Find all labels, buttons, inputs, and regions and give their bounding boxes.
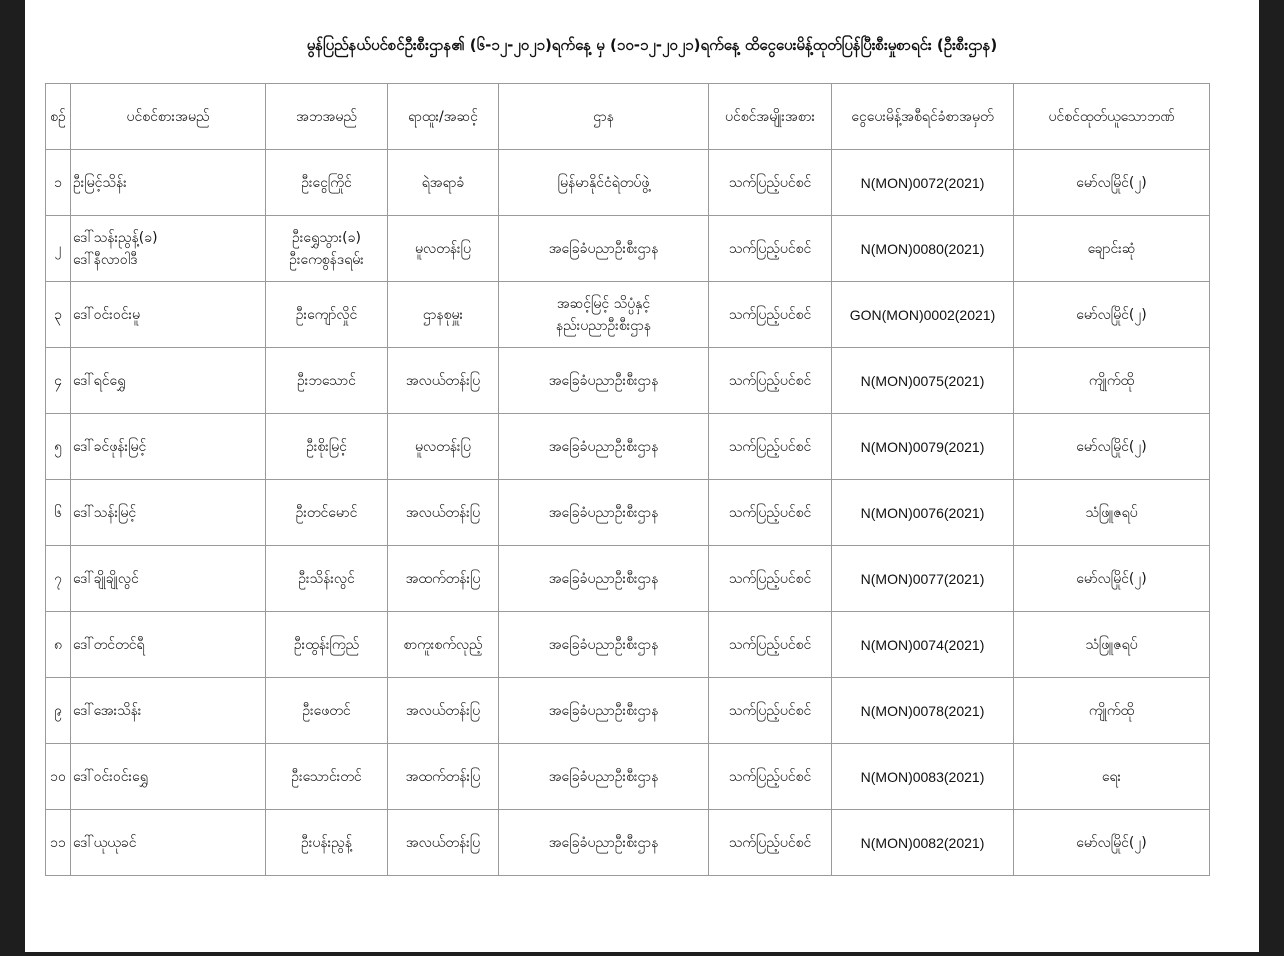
cell-department-line: နည်းပညာဦးစီးဌာန	[555, 317, 652, 334]
table-row	[46, 546, 1210, 612]
cell-name-line: ဒေါ်ယုယုခင်	[73, 834, 137, 851]
cell-name-line: ဒေါ်ရင်ရွှေ	[73, 372, 126, 389]
cell-name	[71, 282, 266, 348]
cell-father	[266, 480, 388, 546]
cell-father	[266, 282, 388, 348]
cell-name-line: ဒေါ်တင်တင်ရီ	[73, 636, 145, 653]
cell-father-line: ဦးဖေတင်	[302, 702, 351, 719]
cell-rank: အလယ်တန်းပြ	[388, 810, 499, 876]
cell-rank: အလယ်တန်းပြ	[388, 480, 499, 546]
cell-township: ရေး	[1014, 744, 1210, 810]
cell-department	[499, 150, 709, 216]
pension-table	[45, 83, 1210, 876]
cell-name	[71, 612, 266, 678]
document-page	[25, 0, 1259, 952]
cell-no: ၃	[46, 282, 71, 348]
cell-pension-type: သက်ပြည့်ပင်စင်	[709, 282, 832, 348]
cell-rank: မူလတန်းပြ	[388, 414, 499, 480]
cell-father	[266, 150, 388, 216]
cell-rank: မူလတန်းပြ	[388, 216, 499, 282]
cell-department-line: အဆင့်မြင့် သိပ္ပံနှင့်	[556, 295, 651, 312]
cell-name-line: ဒေါ်နီလာဝါဒီ	[73, 251, 138, 268]
cell-no: ၉	[46, 678, 71, 744]
cell-father	[266, 414, 388, 480]
cell-department	[499, 744, 709, 810]
cell-father-line: ဦးစိုးမြင့်	[306, 438, 347, 455]
header-row	[46, 84, 1210, 150]
cell-rank: ဌာနစုမှူး	[388, 282, 499, 348]
cell-township: သံဖြူဇရပ်	[1014, 612, 1210, 678]
cell-father	[266, 216, 388, 282]
cell-name-line: ဒေါ်ချိုချိုလွင်	[73, 570, 139, 587]
cell-pension-type: သက်ပြည့်ပင်စင်	[709, 216, 832, 282]
cell-father-line: ဦးရွှေသွား(ခ)	[292, 229, 361, 246]
cell-township: မော်လမြိုင်(၂)	[1014, 414, 1210, 480]
cell-pension-type: သက်ပြည့်ပင်စင်	[709, 810, 832, 876]
cell-township: မော်လမြိုင်(၂)	[1014, 546, 1210, 612]
cell-order-no: N(MON)0077(2021)	[832, 546, 1014, 612]
table-row	[46, 810, 1210, 876]
cell-name	[71, 348, 266, 414]
cell-name	[71, 744, 266, 810]
cell-father-line: ဦးကေစွန်ဒရမ်း	[289, 251, 364, 268]
cell-no: ၄	[46, 348, 71, 414]
cell-township: ချောင်းဆုံ	[1014, 216, 1210, 282]
cell-name-line: ဒေါ်ခင်ဖုန်းမြင့်	[73, 438, 147, 455]
cell-pension-type: သက်ပြည့်ပင်စင်	[709, 546, 832, 612]
cell-department	[499, 216, 709, 282]
cell-order-no: N(MON)0072(2021)	[832, 150, 1014, 216]
cell-department-line: အခြေခံပညာဦးစီးဌာန	[548, 702, 659, 719]
cell-rank: အလယ်တန်းပြ	[388, 678, 499, 744]
table-row	[46, 282, 1210, 348]
cell-department	[499, 348, 709, 414]
cell-no: ၈	[46, 612, 71, 678]
cell-no: ၆	[46, 480, 71, 546]
cell-father-line: ဦးသိန်းလွင်	[298, 570, 355, 587]
cell-name	[71, 678, 266, 744]
cell-name-line: ဒေါ်ဝင်းဝင်းရွှေ	[73, 768, 148, 785]
cell-order-no: N(MON)0078(2021)	[832, 678, 1014, 744]
cell-department	[499, 282, 709, 348]
cell-no: ၂	[46, 216, 71, 282]
cell-order-no: N(MON)0076(2021)	[832, 480, 1014, 546]
table-body	[46, 150, 1210, 876]
cell-rank: အလယ်တန်းပြ	[388, 348, 499, 414]
cell-name-line: ဒေါ်သန်းမြင့်	[73, 504, 137, 521]
cell-name-line: ဒေါ်ဝင်းဝင်းမူ	[73, 306, 141, 323]
cell-no: ၁၀	[46, 744, 71, 810]
cell-township: ကျိုက်ထို	[1014, 348, 1210, 414]
cell-department-line: အခြေခံပညာဦးစီးဌာန	[548, 240, 659, 257]
document-title: မွန်ပြည်နယ်ပင်စင်ဦးစီးဌာန၏ (၆-၁၂-၂၀၂၁)ရက်နေ့ မှ (၁၀-၁၂-၂၀၂၁)ရက်နေ့ ထိငွေပေးမိန့်ထုတ်ပြန်ပြီးစီးမှုစာရင်း (ဦးစီးဌာန)	[306, 36, 998, 54]
header-department: ဌာန	[499, 84, 709, 150]
cell-township: မော်လမြိုင်(၂)	[1014, 810, 1210, 876]
table-row	[46, 612, 1210, 678]
cell-father-line: ဦးဘသောင်	[297, 372, 356, 389]
cell-department-line: အခြေခံပညာဦးစီးဌာန	[548, 834, 659, 851]
cell-name	[71, 480, 266, 546]
cell-pension-type: သက်ပြည့်ပင်စင်	[709, 678, 832, 744]
header-rank: ရာထူး/အဆင့်	[388, 84, 499, 150]
cell-order-no: N(MON)0079(2021)	[832, 414, 1014, 480]
cell-department-line: အခြေခံပညာဦးစီးဌာန	[548, 636, 659, 653]
cell-department	[499, 810, 709, 876]
cell-department-line: အခြေခံပညာဦးစီးဌာန	[548, 372, 659, 389]
cell-rank: အထက်တန်းပြ	[388, 744, 499, 810]
cell-name	[71, 810, 266, 876]
cell-department-line: အခြေခံပညာဦးစီးဌာန	[548, 504, 659, 521]
cell-department	[499, 678, 709, 744]
header-order-no: ငွေပေးမိန့်အစီရင်ခံစာအမှတ်	[832, 84, 1014, 150]
cell-father-line: ဦးတင်မောင်	[295, 504, 358, 521]
cell-no: ၁၁	[46, 810, 71, 876]
cell-rank: အထက်တန်းပြ	[388, 546, 499, 612]
cell-pension-type: သက်ပြည့်ပင်စင်	[709, 612, 832, 678]
cell-father-line: ဦးကျော်လှိုင်	[295, 306, 358, 323]
cell-father	[266, 348, 388, 414]
cell-township: မော်လမြိုင်(၂)	[1014, 150, 1210, 216]
cell-department	[499, 546, 709, 612]
header-township: ပင်စင်ထုတ်ယူသောဘဏ်	[1014, 84, 1210, 150]
cell-department-line: အခြေခံပညာဦးစီးဌာန	[548, 438, 659, 455]
cell-name-line: ဦးမြင့်သိန်း	[73, 174, 127, 191]
table-row	[46, 678, 1210, 744]
cell-order-no: GON(MON)0002(2021)	[832, 282, 1014, 348]
cell-father-line: ဦးငွေကြိုင်	[301, 174, 352, 191]
cell-father	[266, 678, 388, 744]
cell-township: မော်လမြိုင်(၂)	[1014, 282, 1210, 348]
cell-pension-type: သက်ပြည့်ပင်စင်	[709, 414, 832, 480]
cell-father	[266, 744, 388, 810]
header-no: စဉ်	[46, 84, 71, 150]
cell-pension-type: သက်ပြည့်ပင်စင်	[709, 480, 832, 546]
cell-township: ကျိုက်ထို	[1014, 678, 1210, 744]
cell-name	[71, 414, 266, 480]
cell-order-no: N(MON)0080(2021)	[832, 216, 1014, 282]
cell-father-line: ဦးထွန်းကြည်	[293, 636, 360, 653]
cell-pension-type: သက်ပြည့်ပင်စင်	[709, 348, 832, 414]
cell-department-line: မြန်မာနိုင်ငံရဲတပ်ဖွဲ့	[557, 174, 650, 191]
table-row	[46, 480, 1210, 546]
cell-name	[71, 546, 266, 612]
header-name: ပင်စင်စားအမည်	[71, 84, 266, 150]
table-row	[46, 744, 1210, 810]
cell-no: ၁	[46, 150, 71, 216]
cell-father	[266, 810, 388, 876]
cell-father-line: ဦးပန်းညွန့်	[301, 834, 352, 851]
cell-father-line: ဦးသောင်းတင်	[291, 768, 362, 785]
header-pension-type: ပင်စင်အမျိုးအစား	[709, 84, 832, 150]
cell-order-no: N(MON)0082(2021)	[832, 810, 1014, 876]
cell-order-no: N(MON)0083(2021)	[832, 744, 1014, 810]
cell-father	[266, 546, 388, 612]
cell-rank: စာကူးစက်လုည့်	[388, 612, 499, 678]
cell-order-no: N(MON)0075(2021)	[832, 348, 1014, 414]
table-row	[46, 150, 1210, 216]
cell-department	[499, 612, 709, 678]
cell-order-no: N(MON)0074(2021)	[832, 612, 1014, 678]
cell-department	[499, 480, 709, 546]
cell-pension-type: သက်ပြည့်ပင်စင်	[709, 150, 832, 216]
cell-name-line: ဒေါ်သန်းညွန့်(ခ)	[73, 229, 158, 246]
cell-pension-type: သက်ပြည့်ပင်စင်	[709, 744, 832, 810]
cell-department-line: အခြေခံပညာဦးစီးဌာန	[548, 768, 659, 785]
cell-name	[71, 216, 266, 282]
cell-father	[266, 612, 388, 678]
table-row	[46, 348, 1210, 414]
cell-township: သံဖြူဇရပ်	[1014, 480, 1210, 546]
cell-no: ၇	[46, 546, 71, 612]
cell-no: ၅	[46, 414, 71, 480]
table-row	[46, 414, 1210, 480]
cell-name-line: ဒေါ်အေးသိန်း	[73, 702, 142, 719]
header-father: အဘအမည်	[266, 84, 388, 150]
cell-department-line: အခြေခံပညာဦးစီးဌာန	[548, 570, 659, 587]
cell-rank: ရဲအရာခံ	[388, 150, 499, 216]
cell-department	[499, 414, 709, 480]
cell-name	[71, 150, 266, 216]
table-row	[46, 216, 1210, 282]
